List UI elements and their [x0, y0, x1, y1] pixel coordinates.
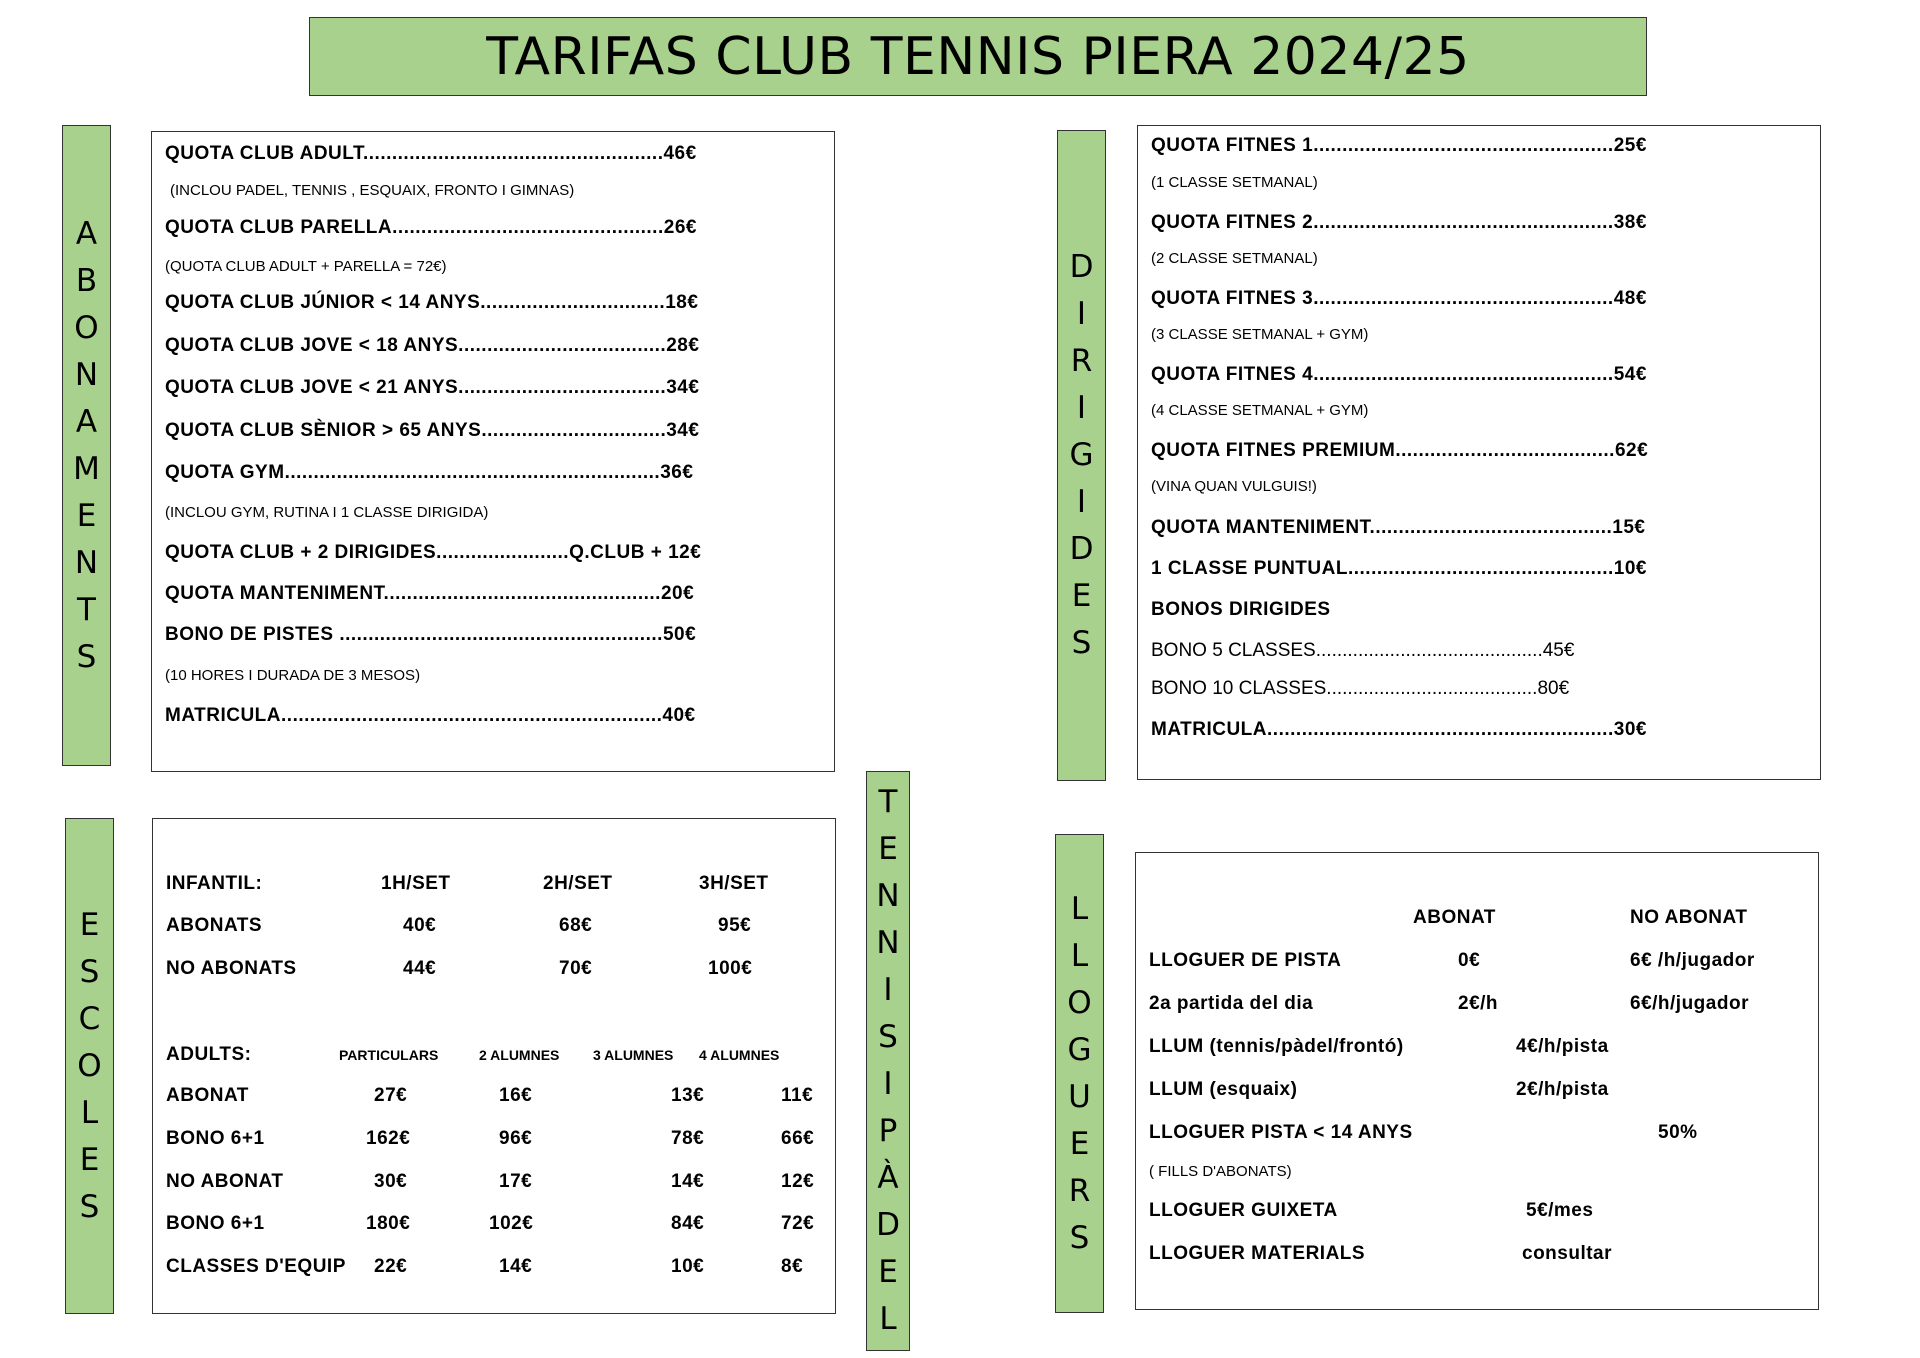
leader-dots: ............................................................ — [1267, 719, 1614, 740]
leader-dots: ............................................... — [392, 217, 664, 238]
adults-cell: 30€ — [374, 1171, 408, 1192]
label-abonaments — [62, 125, 111, 766]
lloguers-col-abonat: ABONAT — [1413, 907, 1496, 928]
price-label: BONO DE PISTES — [165, 624, 340, 645]
price-label: QUOTA MANTENIMENT — [165, 583, 384, 604]
adults-row-label: NO ABONAT — [166, 1171, 284, 1192]
adults-cell: 78€ — [671, 1128, 705, 1149]
price-label: QUOTA CLUB ADULT — [165, 143, 363, 164]
lloguer-abonat-price: 0€ — [1458, 950, 1481, 971]
price-label: QUOTA CLUB SÈNIOR > 65 ANYS — [165, 420, 482, 441]
adults-cell: 10€ — [671, 1256, 705, 1277]
lloguer-row-label: 2a partida del dia — [1149, 993, 1314, 1014]
label-letter: L — [80, 1094, 99, 1131]
lloguer-row-label: LLOGUER GUIXETA — [1149, 1200, 1338, 1221]
adults-cell: 84€ — [671, 1213, 705, 1234]
price-row — [1151, 517, 1645, 539]
label-letter: I — [1076, 484, 1087, 520]
adults-cell: 162€ — [366, 1128, 411, 1149]
infantil-row-label: ABONATS — [166, 915, 263, 936]
lloguers-box — [1135, 852, 1819, 1310]
price-note: (INCLOU PADEL, TENNIS , ESQUAIX, FRONTO I GIMNAS) — [170, 182, 575, 199]
label-letter: O — [77, 1047, 102, 1084]
price-note: (QUOTA CLUB ADULT + PARELLA = 72€) — [165, 258, 447, 275]
price-value: 18€ — [665, 292, 699, 313]
adults-row-label: CLASSES D'EQUIP — [166, 1256, 346, 1277]
lloguer-abonat-price: 4€/h/pista — [1516, 1036, 1609, 1057]
price-value: 40€ — [662, 705, 696, 726]
lloguer-row-label: LLOGUER MATERIALS — [1149, 1243, 1366, 1264]
price-row — [165, 335, 699, 357]
price-row — [1151, 440, 1648, 462]
label-letter: E — [878, 1254, 898, 1290]
lloguer-row-label: ( FILLS D'ABONATS) — [1149, 1163, 1292, 1180]
label-escoles — [65, 818, 114, 1314]
lloguer-abonat-price: consultar — [1522, 1243, 1613, 1264]
price-value: 48€ — [1613, 288, 1647, 309]
label-letter: S — [76, 638, 97, 675]
leader-dots: ................................ — [480, 292, 666, 313]
price-row — [165, 624, 696, 646]
adults-cell: 8€ — [781, 1256, 804, 1277]
label-letter: S — [1071, 625, 1092, 661]
label-dirigides — [1057, 130, 1106, 781]
leader-dots: .................................................... — [1313, 135, 1614, 156]
price-value: 20€ — [660, 583, 695, 604]
price-label: QUOTA FITNES 1 — [1151, 135, 1314, 156]
infantil-cell: 68€ — [559, 915, 593, 936]
price-row — [1151, 558, 1647, 580]
price-row — [165, 217, 697, 239]
adults-cell: 27€ — [374, 1085, 408, 1106]
price-label: QUOTA CLUB JOVE < 21 ANYS — [165, 377, 459, 398]
price-label: MATRICULA — [165, 705, 282, 726]
label-letter: U — [1068, 1078, 1091, 1115]
price-label: QUOTA FITNES 3 — [1151, 288, 1314, 309]
price-label: QUOTA FITNES PREMIUM — [1151, 440, 1396, 461]
price-note: (3 CLASSE SETMANAL + GYM) — [1151, 326, 1369, 343]
price-value: 30€ — [1613, 719, 1647, 740]
price-value: 45€ — [1542, 640, 1575, 661]
price-row — [165, 377, 699, 399]
leader-dots: .................................... — [458, 335, 667, 356]
abonaments-box — [151, 131, 835, 772]
infantil-cell: 95€ — [718, 915, 752, 936]
label-letter: À — [877, 1160, 899, 1196]
lloguer-abonat-price: 2€/h/pista — [1516, 1079, 1609, 1100]
label-letter: N — [876, 925, 900, 961]
price-row — [1151, 678, 1569, 700]
price-value: 34€ — [666, 420, 700, 441]
label-letter: B — [75, 262, 98, 299]
infantil-col-3h: 3H/SET — [699, 873, 769, 894]
price-value: 54€ — [1613, 364, 1647, 385]
price-row — [1151, 135, 1647, 157]
price-note: (10 HORES I DURADA DE 3 MESOS) — [165, 667, 421, 684]
price-value: 36€ — [660, 462, 694, 483]
adults-cell: 11€ — [781, 1085, 814, 1106]
price-note: (4 CLASSE SETMANAL + GYM) — [1151, 402, 1369, 419]
adults-cell: 180€ — [366, 1213, 411, 1234]
label-letter: I — [883, 972, 893, 1008]
label-letter: I — [1076, 390, 1087, 426]
label-letter: T — [77, 591, 96, 628]
label-letter: I — [1076, 296, 1087, 332]
adults-cell: 12€ — [781, 1171, 815, 1192]
price-label: BONO 10 CLASSES — [1151, 678, 1327, 699]
price-value: 62€ — [1614, 440, 1649, 461]
leader-dots: .............................................. — [1347, 558, 1614, 579]
price-value: 25€ — [1613, 135, 1647, 156]
label-letter: E — [79, 906, 100, 943]
lloguer-no-abonat-price: 6€/h/jugador — [1630, 993, 1749, 1014]
price-value: Q.CLUB + 12€ — [569, 542, 702, 563]
price-row — [1151, 719, 1647, 741]
infantil-header: INFANTIL: — [166, 873, 263, 894]
price-label: QUOTA CLUB JÚNIOR < 14 ANYS — [165, 292, 481, 313]
infantil-row-label: NO ABONATS — [166, 958, 297, 979]
label-letter: E — [1069, 1125, 1090, 1162]
label-letter: M — [73, 450, 100, 487]
label-letter: L — [1070, 937, 1089, 974]
infantil-col-1h: 1H/SET — [381, 873, 451, 894]
leader-dots: .................................................... — [362, 143, 664, 164]
label-letter: G — [1069, 437, 1094, 473]
infantil-cell: 70€ — [559, 958, 593, 979]
price-label: BONO 5 CLASSES — [1151, 640, 1316, 661]
label-letter: R — [1068, 1172, 1091, 1209]
price-row — [165, 542, 701, 564]
lloguer-row-label: LLUM (tennis/pàdel/frontó) — [1149, 1036, 1404, 1057]
price-value: 26€ — [663, 217, 697, 238]
label-letter: R — [1070, 343, 1093, 379]
adults-cell: 17€ — [499, 1171, 533, 1192]
leader-dots: .................................................... — [1313, 364, 1614, 385]
label-letter: S — [1069, 1219, 1090, 1256]
label-letter: A — [75, 403, 98, 440]
lloguer-row-label: LLUM (esquaix) — [1149, 1079, 1298, 1100]
label-letter: N — [876, 878, 900, 914]
adults-col: 2 ALUMNES — [479, 1047, 560, 1063]
leader-dots: ....................... — [436, 542, 570, 563]
price-value: 28€ — [666, 335, 700, 356]
price-row — [165, 462, 693, 484]
price-label: QUOTA FITNES 4 — [1151, 364, 1314, 385]
adults-cell: 14€ — [671, 1171, 705, 1192]
leader-dots: .......................................... — [1369, 517, 1613, 538]
price-note: (1 CLASSE SETMANAL) — [1151, 174, 1318, 191]
label-letter: C — [78, 1000, 101, 1037]
adults-cell: 102€ — [489, 1213, 534, 1234]
price-value: 46€ — [663, 143, 697, 164]
leader-dots: .................................................... — [1313, 288, 1614, 309]
price-value: 15€ — [1612, 517, 1646, 538]
label-letter: N — [74, 544, 99, 581]
adults-col: 4 ALUMNES — [699, 1047, 780, 1063]
leader-dots: ........................................... — [1315, 640, 1543, 661]
lloguer-row-label: LLOGUER PISTA < 14 ANYS — [1149, 1122, 1413, 1143]
label-letter: P — [878, 1113, 898, 1149]
label-letter: D — [1069, 531, 1094, 567]
leader-dots: ........................................................ — [339, 624, 663, 645]
page-title: TARIFAS CLUB TENNIS PIERA 2024/25 — [309, 17, 1647, 96]
price-label: QUOTA CLUB + 2 DIRIGIDES — [165, 542, 437, 563]
label-lloguers — [1055, 834, 1104, 1313]
price-label: QUOTA MANTENIMENT — [1151, 517, 1370, 538]
leader-dots: ...................................... — [1395, 440, 1615, 461]
price-row — [165, 583, 694, 605]
section-heading: BONOS DIRIGIDES — [1151, 599, 1331, 620]
adults-col: 3 ALUMNES — [593, 1047, 674, 1063]
label-letter: E — [79, 1141, 100, 1178]
label-letter: L — [1070, 890, 1089, 927]
label-letter: N — [74, 356, 99, 393]
label-letter: S — [878, 1019, 898, 1055]
label-letter: T — [878, 784, 898, 820]
lloguer-abonat-price: 5€/mes — [1526, 1200, 1594, 1221]
label-letter: G — [1067, 1031, 1092, 1068]
adults-row-label: BONO 6+1 — [166, 1128, 265, 1149]
label-letter: E — [76, 497, 97, 534]
price-row — [165, 292, 698, 314]
price-note: (VINA QUAN VULGUIS!) — [1151, 478, 1317, 495]
price-value: 10€ — [1613, 558, 1647, 579]
price-label: QUOTA CLUB JOVE < 18 ANYS — [165, 335, 459, 356]
leader-dots: .................................................... — [1313, 212, 1614, 233]
label-letter: L — [879, 1301, 897, 1337]
price-note: (INCLOU GYM, RUTINA I 1 CLASSE DIRIGIDA) — [165, 504, 489, 521]
price-value: 80€ — [1537, 678, 1570, 699]
adults-col: PARTICULARS — [339, 1047, 439, 1063]
price-label: QUOTA GYM — [165, 462, 285, 483]
price-label: MATRICULA — [1151, 719, 1268, 740]
price-value: 38€ — [1613, 212, 1647, 233]
adults-row-label: BONO 6+1 — [166, 1213, 265, 1234]
label-letter: E — [878, 831, 898, 867]
price-label: 1 CLASSE PUNTUAL — [1151, 558, 1348, 579]
infantil-cell: 40€ — [403, 915, 437, 936]
adults-cell: 66€ — [781, 1128, 815, 1149]
adults-cell: 96€ — [499, 1128, 533, 1149]
adults-header: ADULTS: — [166, 1044, 252, 1065]
label-letter: O — [74, 309, 99, 346]
adults-cell: 16€ — [499, 1085, 533, 1106]
price-label: QUOTA CLUB PARELLA — [165, 217, 393, 238]
leader-dots: .................................... — [458, 377, 667, 398]
price-row — [165, 705, 696, 727]
price-value: 50€ — [662, 624, 697, 645]
lloguers-col-no-abonat: NO ABONAT — [1630, 907, 1748, 928]
label-letter: S — [79, 1188, 100, 1225]
adults-cell: 14€ — [499, 1256, 533, 1277]
lloguer-abonat-price: 2€/h — [1458, 993, 1499, 1014]
adults-row-label: ABONAT — [166, 1085, 249, 1106]
label-letter: O — [1067, 984, 1092, 1021]
adults-cell: 13€ — [671, 1085, 705, 1106]
price-row — [1151, 640, 1574, 662]
label-letter: E — [1071, 578, 1092, 614]
adults-cell: 22€ — [374, 1256, 408, 1277]
price-note: (2 CLASSE SETMANAL) — [1151, 250, 1318, 267]
price-row — [1151, 364, 1647, 386]
price-label: QUOTA FITNES 2 — [1151, 212, 1314, 233]
leader-dots: .................................................................. — [281, 705, 663, 726]
price-row — [165, 420, 699, 442]
leader-dots: ................................................................. — [284, 462, 661, 483]
price-row — [1151, 212, 1647, 234]
adults-cell: 72€ — [781, 1213, 815, 1234]
label-letter: A — [75, 215, 98, 252]
label-letter: I — [883, 1066, 893, 1102]
leader-dots: ................................................ — [383, 583, 661, 604]
label-tennis-padel — [866, 771, 910, 1351]
lloguer-no-abonat-price: 6€ /h/jugador — [1630, 950, 1755, 971]
infantil-cell: 100€ — [708, 958, 753, 979]
leader-dots: ........................................ — [1326, 678, 1538, 699]
lloguer-row-label: LLOGUER DE PISTA — [1149, 950, 1342, 971]
leader-dots: ................................ — [481, 420, 667, 441]
price-row — [1151, 288, 1647, 310]
label-letter: D — [876, 1207, 900, 1243]
escoles-box — [152, 818, 836, 1314]
label-letter: S — [79, 953, 100, 990]
infantil-cell: 44€ — [403, 958, 437, 979]
infantil-col-2h: 2H/SET — [543, 873, 613, 894]
price-value: 34€ — [666, 377, 700, 398]
dirigides-box — [1137, 125, 1821, 780]
label-letter: D — [1069, 249, 1094, 285]
price-row — [165, 143, 697, 165]
lloguer-no-abonat-price: 50% — [1658, 1122, 1698, 1143]
